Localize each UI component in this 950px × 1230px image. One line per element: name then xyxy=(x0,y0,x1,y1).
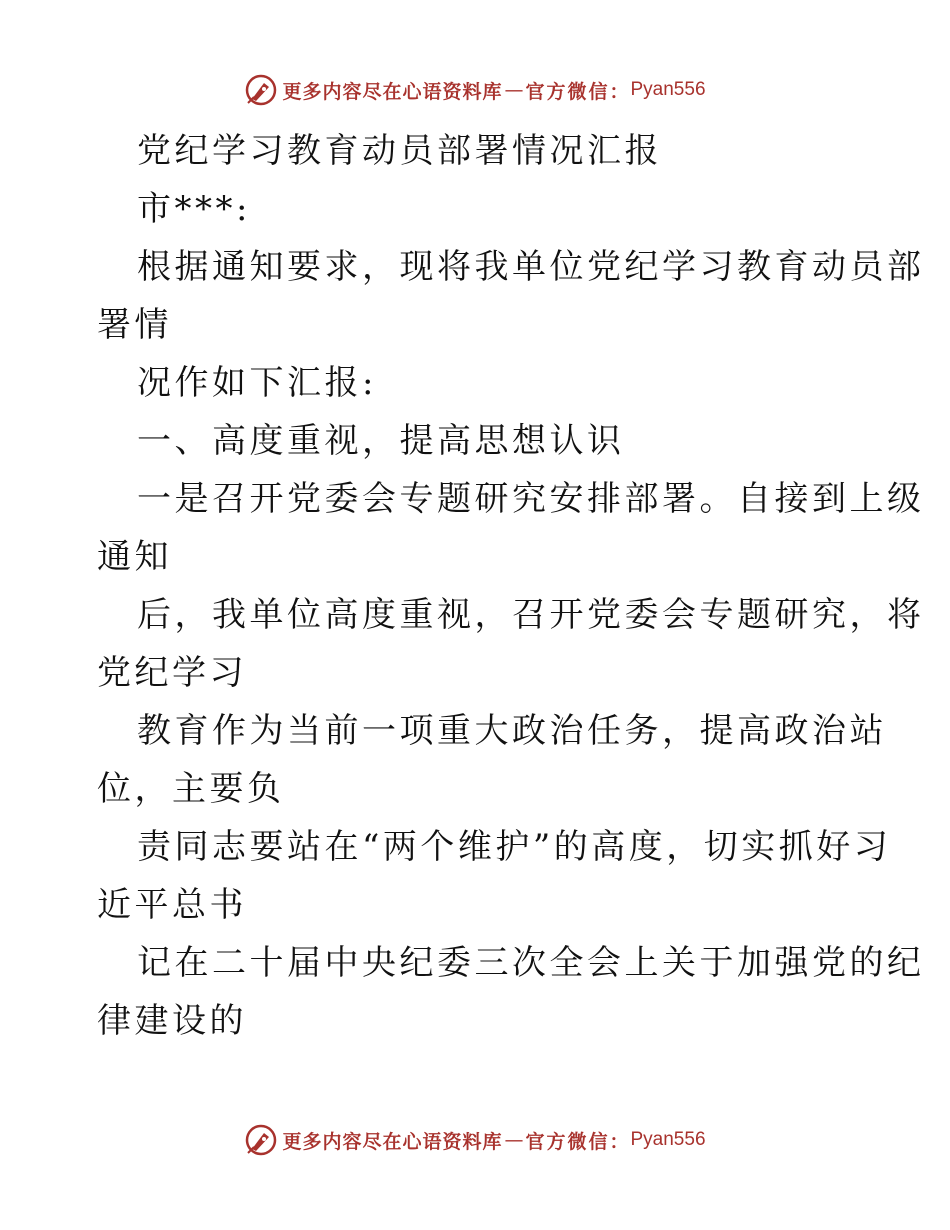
paragraph-line: 位，主要负 xyxy=(97,769,285,809)
paragraph-line: 后，我单位高度重视，召开党委会专题研究，将 xyxy=(137,595,925,635)
paragraph-line: 近平总书 xyxy=(97,885,247,925)
paragraph-line: 党纪学习 xyxy=(97,653,247,693)
paragraph-line: 通知 xyxy=(97,537,172,577)
pen-nib-logo-icon xyxy=(244,73,278,107)
banner-wechat-id: Pyan556 xyxy=(630,79,706,100)
banner-wechat-label: 官方微信： xyxy=(525,80,631,103)
paragraph-line: 责同志要站在“两个维护”的高度，切实抓好习 xyxy=(137,827,892,867)
header-banner xyxy=(0,70,950,110)
banner-separator: — xyxy=(504,79,524,101)
paragraph-line: 署情 xyxy=(97,305,172,345)
banner-wechat-id: Pyan556 xyxy=(630,1129,706,1150)
document-title: 党纪学习教育动员部署情况汇报 xyxy=(137,131,662,171)
banner-site-text: 更多内容尽在心语资料库 xyxy=(282,80,503,103)
banner-wechat-label: 官方微信： xyxy=(525,1130,631,1153)
paragraph-line: 况作如下汇报: xyxy=(137,363,377,403)
banner-separator: — xyxy=(504,1129,524,1151)
pen-nib-logo-icon xyxy=(244,1123,278,1157)
document-addressee: 市***: xyxy=(137,189,251,229)
document-body xyxy=(97,122,925,1050)
banner-site-text: 更多内容尽在心语资料库 xyxy=(282,1130,503,1153)
footer-banner xyxy=(0,1120,950,1160)
paragraph-line: 一是召开党委会专题研究安排部署。自接到上级 xyxy=(137,479,925,519)
paragraph-line: 教育作为当前一项重大政治任务，提高政治站 xyxy=(137,711,887,751)
paragraph-line: 根据通知要求，现将我单位党纪学习教育动员部 xyxy=(137,247,925,287)
section-heading: 一、高度重视，提高思想认识 xyxy=(137,421,625,461)
paragraph-line: 律建设的 xyxy=(97,1001,247,1041)
paragraph-line: 记在二十届中央纪委三次全会上关于加强党的纪 xyxy=(137,943,925,983)
